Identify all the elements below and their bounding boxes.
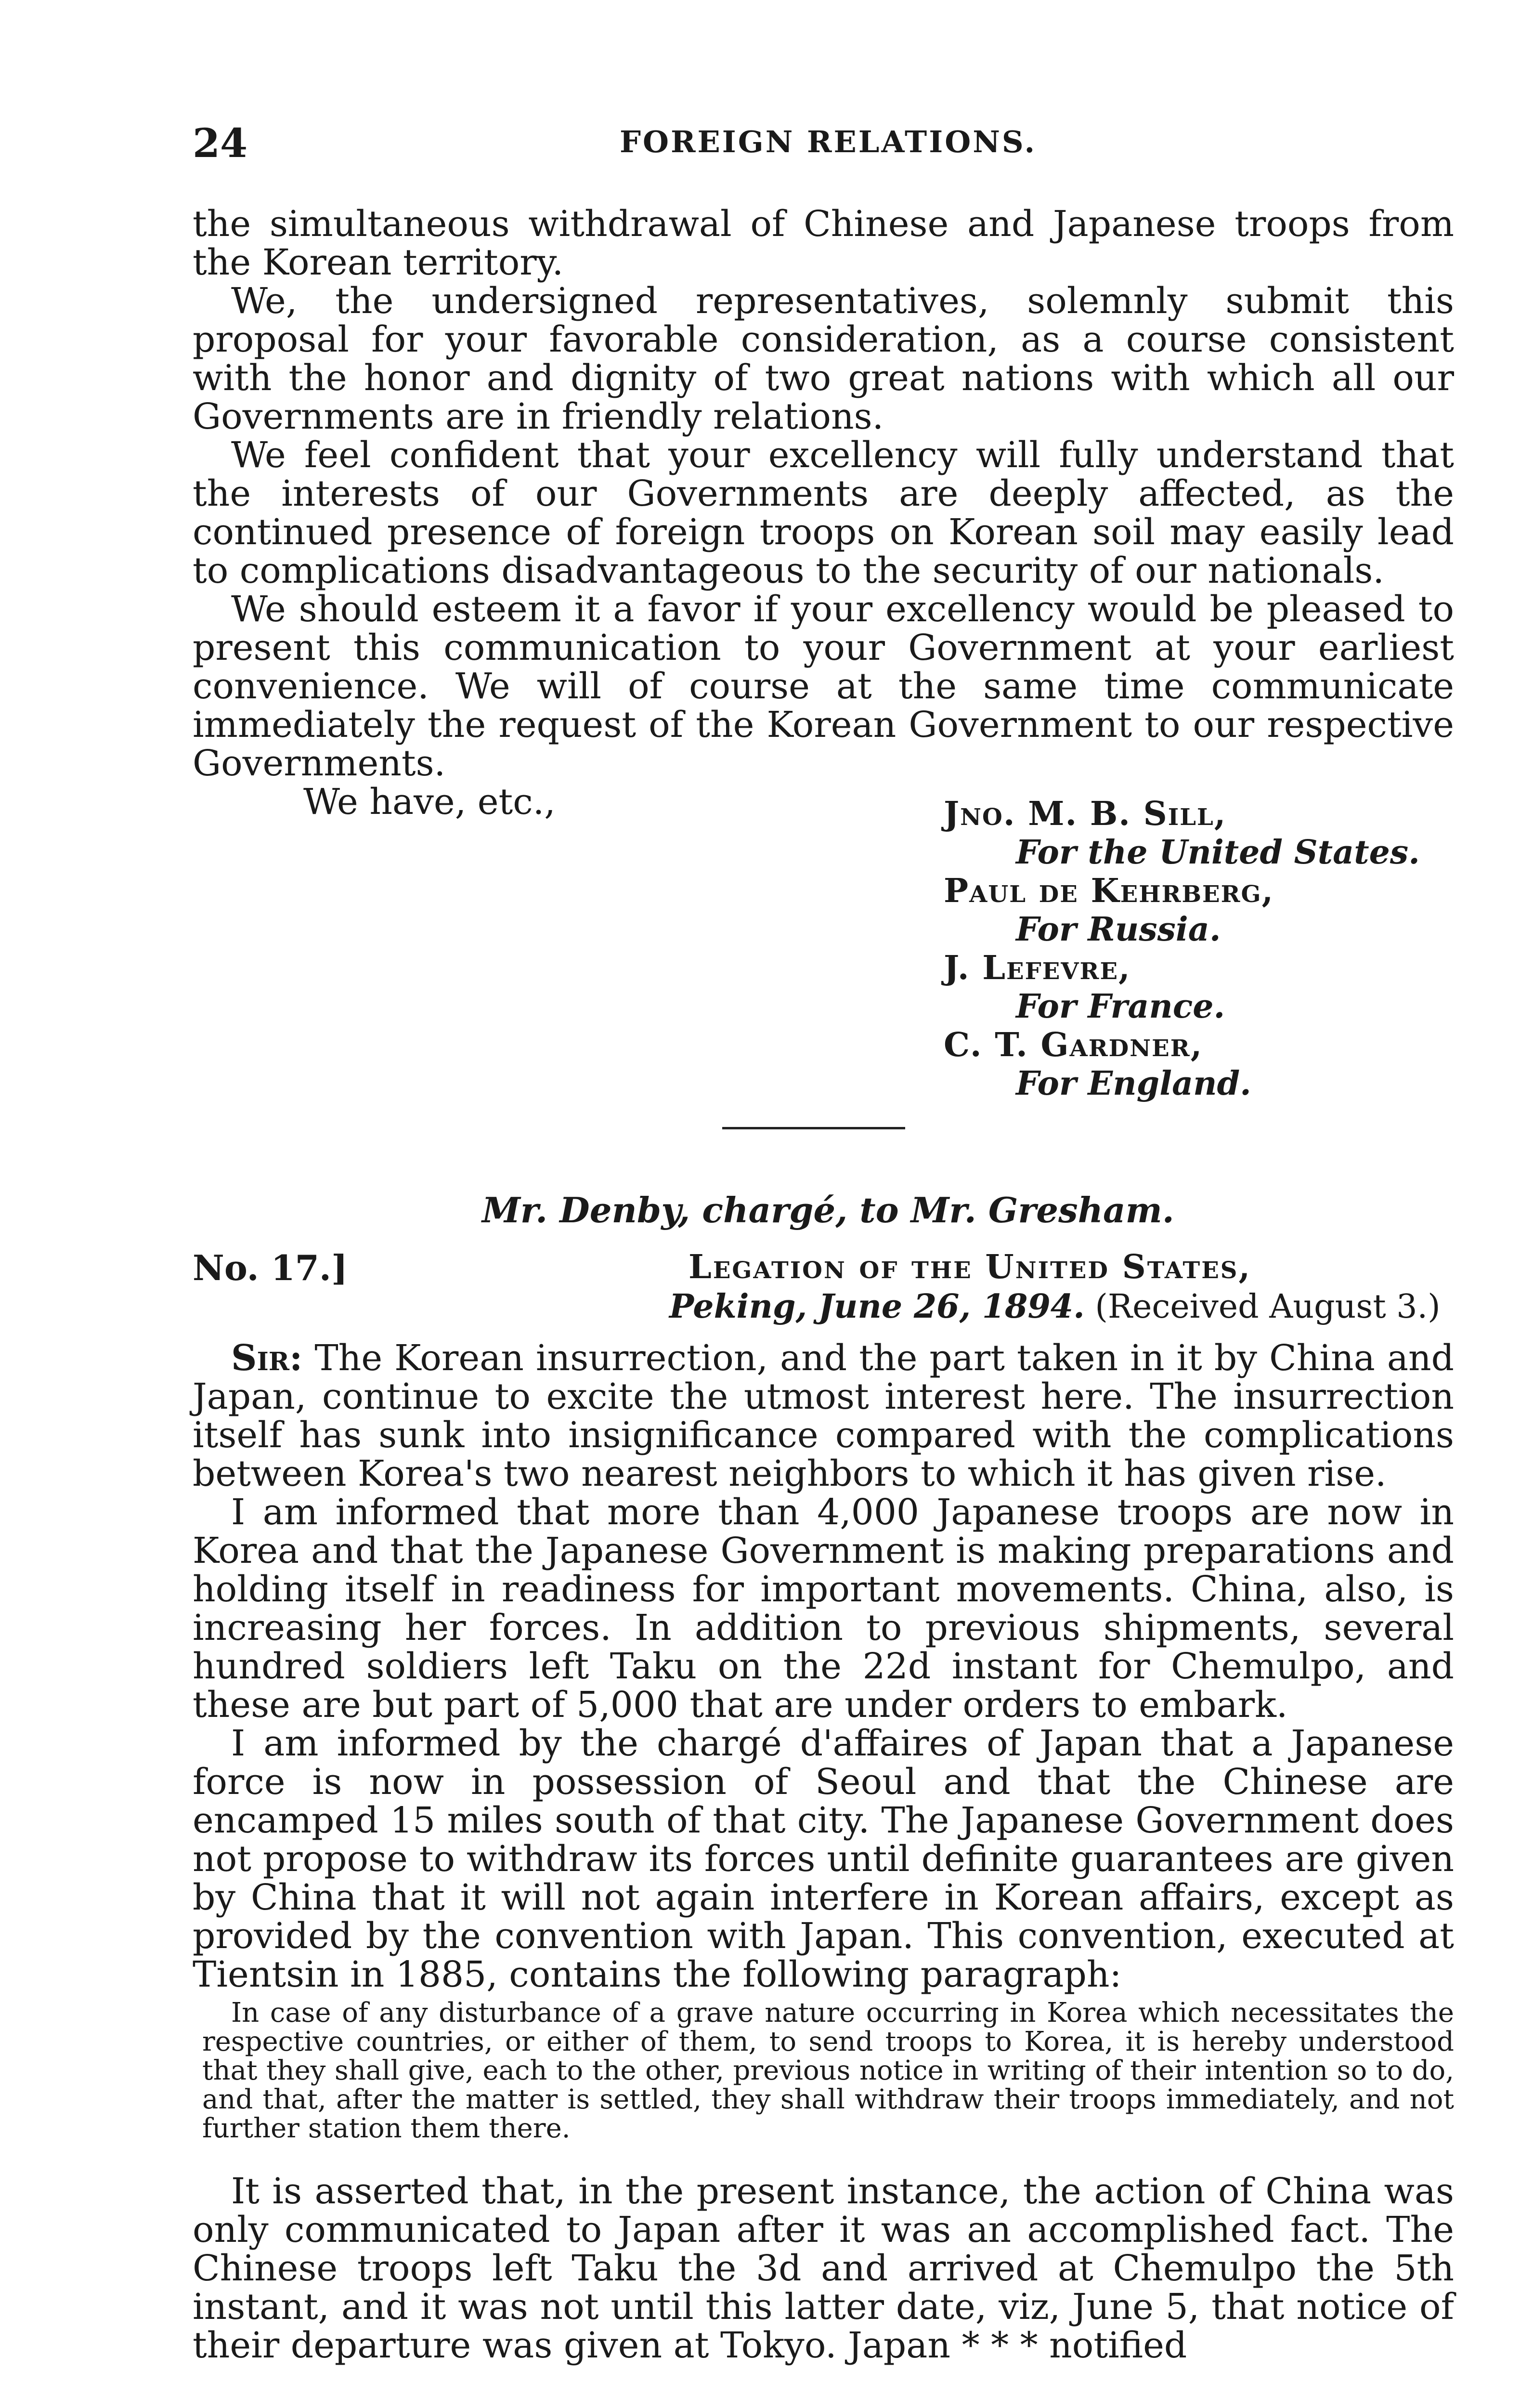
signatory-name: Paul de Kehrberg, [944, 872, 1274, 910]
paragraph: It is asserted that, in the present instance, the action of China was only communicated to Japan after it was an accomplished fact. The Chinese troops left Taku the 3d and arrived at Chemulpo the 5th instant, and it was not until this latter date, viz, June 5, that notice of their departure was given at Tokyo. Japan * * * notified [193, 2171, 1454, 2366]
block-quote [202, 1999, 1454, 2143]
signature-block [944, 795, 1454, 1103]
page-number: 24 [193, 120, 248, 167]
section-divider [722, 1127, 905, 1129]
proposal-text [193, 205, 1454, 821]
received-date: (Received August 3.) [1095, 1288, 1441, 1326]
closing-formula: We have, etc., [303, 781, 556, 823]
running-title: FOREIGN RELATIONS. [619, 124, 1037, 159]
letter-continuation [193, 2172, 1454, 2365]
paragraph-text: The Korean insurrection, and the part taken in it by China and Japan, continue to excite the utmost interest here. The insurrection itself has sunk into insignificance compared with the complications between Korea's two nearest neighbors to which it has given rise. [193, 1337, 1454, 1494]
place-date: Peking, June 26, 1894. [669, 1287, 1085, 1326]
signatory-name: Jno. M. B. Sill, [944, 795, 1227, 833]
page-header [193, 120, 1464, 178]
paragraph: I am informed that more than 4,000 Japanese troops are now in Korea and that the Japanese Government is making preparations and holding itself in readiness for important movements. China, also, is increasing her forces. In addition to previous shipments, several hundred soldiers left Taku on the 22d instant for Chemulpo, and these are but part of 5,000 that are under orders to embark. [193, 1492, 1454, 1726]
signatory-country: For France. [1016, 987, 1225, 1026]
paragraph: We feel confident that your excellency will fully understand that the interests of our Governments are deeply affected, as the continued presence of foreign troops on Korean soil may easily lead to complications disadvantageous to the security of our nationals. [193, 434, 1454, 591]
signatory-name: J. Lefevre, [944, 949, 1131, 987]
paragraph [193, 1339, 1454, 1493]
signatory-country: For Russia. [1016, 910, 1221, 949]
letter-origin [669, 1247, 1449, 1327]
signatory-country: For the United States. [1016, 833, 1420, 872]
paragraph: the simultaneous withdrawal of Chinese and Japanese troops from the Korean territory. [193, 203, 1454, 283]
signatory-name: C. T. Gardner, [944, 1026, 1203, 1064]
legation-name: Legation of the United States, [689, 1248, 1252, 1286]
signatory-country: For England. [1016, 1064, 1251, 1103]
paragraph: We should esteem it a favor if your excellency would be pleased to present this communication to your Government at your earliest convenience. We will of course at the same time communicate immediately the request of the Korean Government to our respective Governments. [193, 589, 1454, 784]
letter-heading: Mr. Denby, chargé, to Mr. Gresham. [482, 1190, 1174, 1230]
salutation: Sir: [231, 1337, 303, 1379]
paragraph: We, the undersigned representatives, solemnly submit this proposal for your favorable consideration, as a course consistent with the honor and dignity of two great nations with which all our Governments are in friendly relations. [193, 280, 1454, 437]
letter-number: No. 17.] [193, 1247, 348, 1288]
letter-body [193, 1339, 1454, 1994]
paragraph: I am informed by the chargé d'affaires of Japan that a Japanese force is now in possession of Seoul and that the Chinese are encamped 15 miles south of that city. The Japanese Government does not propose to withdraw its forces until definite guarantees are given by China that it will not again interfere in Korean affairs, except as provided by the convention with Japan. This convention, executed at Tientsin in 1885, contains the following paragraph: [193, 1723, 1454, 1995]
place-date-line [669, 1287, 1449, 1327]
quoted-paragraph: In case of any disturbance of a grave nature occurring in Korea which necessitates the respective countries, or either of them, to send troops to Korea, it is hereby understood that they shall give, each to the other, previous notice in writing of their intention so to do, and that, after the matter is settled, they shall withdraw their troops immediately, and not further station them there. [202, 1997, 1454, 2144]
